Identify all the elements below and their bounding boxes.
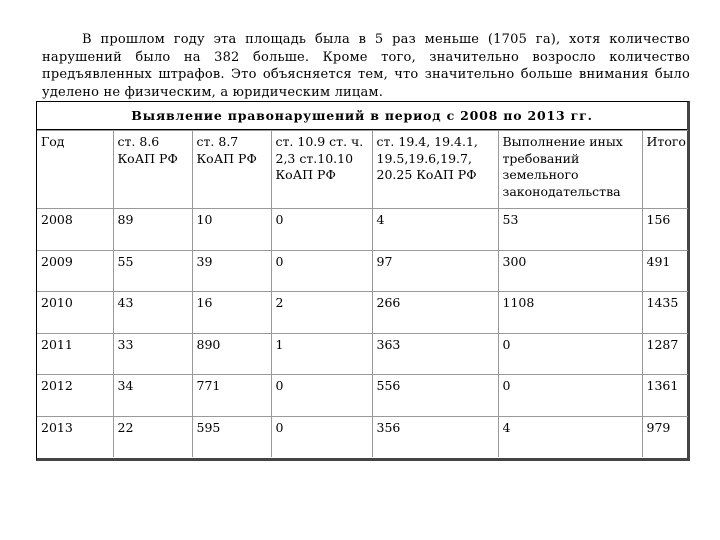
cell-other-requirements: 1108 [498,292,642,334]
cell-year: 2010 [37,292,113,334]
table-title: Выявление правонарушений в период с 2008 по 2013 гг. [37,102,687,130]
table-header-row [37,131,688,209]
cell-art-8-7: 39 [192,250,271,292]
table-row [37,209,688,251]
cell-art-8-7: 890 [192,333,271,375]
table-row [37,292,688,334]
cell-art-8-6: 43 [113,292,192,334]
cell-other-requirements: 53 [498,209,642,251]
cell-art-8-7: 10 [192,209,271,251]
violations-table-block [36,101,690,461]
header-total: Итого [642,131,688,209]
cell-art-10-9: 0 [271,250,372,292]
cell-other-requirements: 4 [498,416,642,457]
table-row [37,333,688,375]
cell-total: 1435 [642,292,688,334]
header-other-requirements: Выполнение иных требований земельного законодательства [498,131,642,209]
cell-year: 2009 [37,250,113,292]
cell-total: 979 [642,416,688,457]
violations-table [37,130,688,457]
cell-total: 1361 [642,375,688,417]
header-art-8-7: ст. 8.7 КоАП РФ [192,131,271,209]
cell-art-10-9: 0 [271,209,372,251]
header-year: Год [37,131,113,209]
cell-other-requirements: 0 [498,333,642,375]
cell-art-19-4: 556 [372,375,498,417]
cell-other-requirements: 300 [498,250,642,292]
cell-total: 491 [642,250,688,292]
cell-art-8-6: 22 [113,416,192,457]
cell-art-10-9: 1 [271,333,372,375]
cell-art-8-7: 16 [192,292,271,334]
cell-art-19-4: 363 [372,333,498,375]
cell-art-8-7: 595 [192,416,271,457]
cell-year: 2012 [37,375,113,417]
cell-art-10-9: 0 [271,375,372,417]
cell-art-8-7: 771 [192,375,271,417]
intro-paragraph: В прошлом году эта площадь была в 5 раз меньше (1705 га), хотя количество нарушений было на 382 больше. Кроме того, значительно возросло количество предъявленных штрафов. Это объясняется тем, что значительно больше внимания было уделено не физическим, а юридическим лицам. [42,32,690,100]
header-art-19-4: ст. 19.4, 19.4.1, 19.5,19.6,19.7, 20.25 КоАП РФ [372,131,498,209]
cell-art-10-9: 2 [271,292,372,334]
cell-total: 156 [642,209,688,251]
cell-other-requirements: 0 [498,375,642,417]
cell-art-8-6: 34 [113,375,192,417]
cell-year: 2011 [37,333,113,375]
cell-art-19-4: 266 [372,292,498,334]
cell-art-8-6: 33 [113,333,192,375]
header-art-8-6: ст. 8.6 КоАП РФ [113,131,192,209]
cell-total: 1287 [642,333,688,375]
cell-art-19-4: 356 [372,416,498,457]
table-row [37,416,688,457]
cell-art-19-4: 97 [372,250,498,292]
cell-art-10-9: 0 [271,416,372,457]
cell-year: 2013 [37,416,113,457]
cell-year: 2008 [37,209,113,251]
cell-art-8-6: 55 [113,250,192,292]
table-row [37,375,688,417]
header-art-10-9: ст. 10.9 ст. ч. 2,3 ст.10.10 КоАП РФ [271,131,372,209]
cell-art-8-6: 89 [113,209,192,251]
cell-art-19-4: 4 [372,209,498,251]
table-row [37,250,688,292]
